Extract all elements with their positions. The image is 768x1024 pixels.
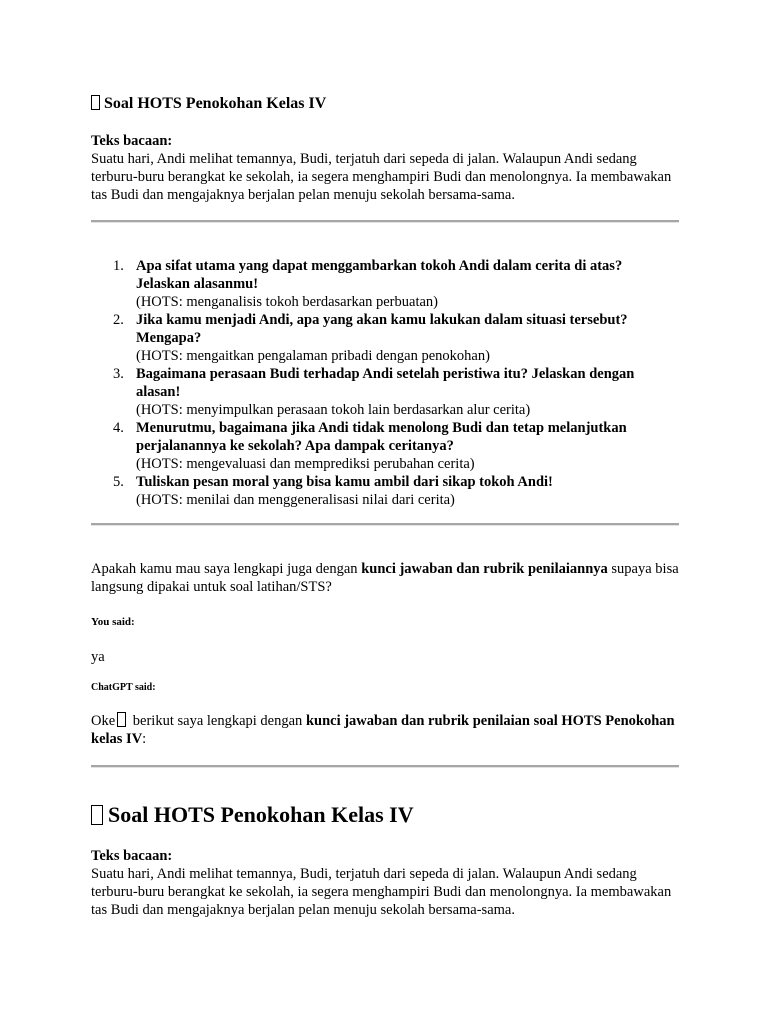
divider	[91, 220, 679, 223]
question-text: Tuliskan pesan moral yang bisa kamu ambil dari sikap tokoh Andi!	[136, 474, 553, 490]
reading-text: Suatu hari, Andi melihat temannya, Budi, terjatuh dari sepeda di jalan. Walaupun Andi sedang terburu-buru berangkat ke sekolah, ia segera menghampiri Budi dan menolongnya. Ia membawakan tas Budi dan mengajaknya berjalan pelan menuju sekolah bersama-sama.	[91, 866, 672, 918]
section2-reading	[91, 847, 679, 919]
reading-label: Teks bacaan:	[91, 133, 173, 149]
divider	[91, 765, 679, 768]
hots-note: (HOTS: mengevaluasi dan memprediksi perubahan cerita)	[136, 456, 475, 472]
you-said-label: You said:	[91, 616, 135, 628]
divider	[91, 523, 679, 526]
user-reply: ya	[91, 649, 105, 665]
offer-paragraph: Apakah kamu mau saya lengkapi juga dengan kunci jawaban dan rubrik penilaiannya supaya bisa langsung dipakai untuk soal latihan/STS?	[91, 561, 679, 595]
section1-title: Soal HOTS Penokohan Kelas IV	[91, 94, 679, 114]
hots-note: (HOTS: menilai dan menggeneralisasi nilai dari cerita)	[136, 492, 455, 508]
reading-text: Suatu hari, Andi melihat temannya, Budi, terjatuh dari sepeda di jalan. Walaupun Andi sedang terburu-buru berangkat ke sekolah, ia segera menghampiri Budi dan menolongnya. Ia membawakan tas Budi dan mengajaknya berjalan pelan menuju sekolah bersama-sama.	[91, 151, 672, 203]
section1-reading	[91, 132, 679, 204]
question-number: 3.	[113, 366, 124, 382]
question-number: 5.	[113, 474, 124, 490]
assistant-reply: Oke berikut saya lengkapi dengan kunci jawaban dan rubrik penilaian soal HOTS Penokohan kelas IV:	[91, 713, 675, 747]
missing-glyph-icon	[91, 95, 100, 110]
question-text: Menurutmu, bagaimana jika Andi tidak menolong Budi dan tetap melanjutkan perjalanannya ke sekolah? Apa dampak ceritanya?	[136, 420, 627, 454]
section2-title: Soal HOTS Penokohan Kelas IV	[91, 801, 679, 829]
question-text: Apa sifat utama yang dapat menggambarkan tokoh Andi dalam cerita di atas? Jelaskan alasanmu!	[136, 258, 623, 292]
chatgpt-said-label: ChatGPT said:	[91, 682, 156, 693]
missing-glyph-icon	[91, 805, 103, 825]
question-text: Jika kamu menjadi Andi, apa yang akan kamu lakukan dalam situasi tersebut? Mengapa?	[136, 312, 628, 346]
question-item	[91, 365, 679, 419]
reading-label: Teks bacaan:	[91, 848, 173, 864]
question-item	[91, 419, 679, 473]
hots-note: (HOTS: menganalisis tokoh berdasarkan perbuatan)	[136, 294, 438, 310]
hots-note: (HOTS: mengaitkan pengalaman pribadi dengan penokohan)	[136, 348, 490, 364]
hots-note: (HOTS: menyimpulkan perasaan tokoh lain berdasarkan alur cerita)	[136, 402, 531, 418]
question-number: 4.	[113, 420, 124, 436]
question-item	[91, 473, 679, 509]
question-item	[91, 257, 679, 311]
question-item	[91, 311, 679, 365]
question-text: Bagaimana perasaan Budi terhadap Andi setelah peristiwa itu? Jelaskan dengan alasan!	[136, 366, 635, 400]
question-number: 1.	[113, 258, 124, 274]
question-list	[91, 257, 679, 509]
missing-glyph-icon	[117, 712, 126, 727]
question-number: 2.	[113, 312, 124, 328]
